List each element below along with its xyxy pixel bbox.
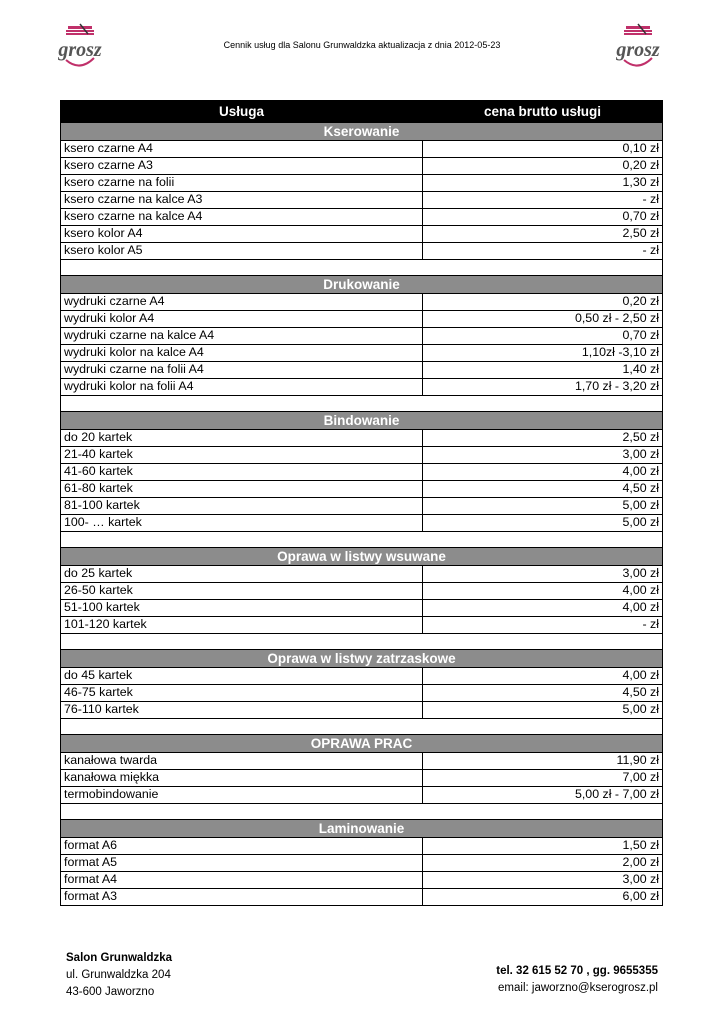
spacer-cell — [61, 719, 663, 735]
service-name: 100- … kartek — [61, 515, 423, 532]
table-row — [61, 226, 663, 243]
spacer-row — [61, 396, 663, 412]
section-title: Oprawa w listwy zatrzaskowe — [61, 650, 663, 668]
table-row — [61, 328, 663, 345]
service-name: wydruki czarne na folii A4 — [61, 362, 423, 379]
service-name: ksero czarne A4 — [61, 141, 423, 158]
service-price: 4,00 zł — [423, 464, 663, 481]
table-row — [61, 889, 663, 906]
service-price: 0,70 zł — [423, 209, 663, 226]
grosz-logo-right — [616, 22, 660, 72]
footer-contact — [496, 963, 658, 997]
table-row — [61, 311, 663, 328]
section-header-row — [61, 276, 663, 294]
logo-left-text: grosz — [58, 39, 102, 61]
service-name: wydruki kolor na kalce A4 — [61, 345, 423, 362]
service-price: 2,50 zł — [423, 226, 663, 243]
service-price: 1,70 zł - 3,20 zł — [423, 379, 663, 396]
section-header-row — [61, 650, 663, 668]
table-row — [61, 617, 663, 634]
table-row — [61, 345, 663, 362]
table-row — [61, 515, 663, 532]
section-title: Bindowanie — [61, 412, 663, 430]
service-price: 4,50 zł — [423, 481, 663, 498]
service-price: 7,00 zł — [423, 770, 663, 787]
service-name: kanałowa twarda — [61, 753, 423, 770]
service-name: ksero czarne na kalce A4 — [61, 209, 423, 226]
section-header-row — [61, 735, 663, 753]
service-name: termobindowanie — [61, 787, 423, 804]
service-price: 1,40 zł — [423, 362, 663, 379]
section-header-row — [61, 123, 663, 141]
service-price: - zł — [423, 617, 663, 634]
table-header-row — [61, 101, 663, 123]
service-price: 0,10 zł — [423, 141, 663, 158]
table-row — [61, 447, 663, 464]
service-name: do 45 kartek — [61, 668, 423, 685]
section-title: Drukowanie — [61, 276, 663, 294]
section-title: Laminowanie — [61, 820, 663, 838]
logo-right-text: grosz — [616, 39, 660, 61]
service-price: 3,00 zł — [423, 447, 663, 464]
footer-salon-name: Salon Grunwaldzka — [66, 952, 173, 964]
section-title: Kserowanie — [61, 123, 663, 141]
service-name: 51-100 kartek — [61, 600, 423, 617]
service-name: wydruki czarne A4 — [61, 294, 423, 311]
service-price: 4,00 zł — [423, 583, 663, 600]
table-row — [61, 753, 663, 770]
service-price: 5,00 zł - 7,00 zł — [423, 787, 663, 804]
service-name: 46-75 kartek — [61, 685, 423, 702]
service-name: format A4 — [61, 872, 423, 889]
service-price: 11,90 zł — [423, 753, 663, 770]
service-price: 4,50 zł — [423, 685, 663, 702]
service-price: 5,00 zł — [423, 702, 663, 719]
service-name: ksero kolor A5 — [61, 243, 423, 260]
spacer-cell — [61, 634, 663, 650]
service-price: 2,00 zł — [423, 855, 663, 872]
service-price: 0,20 zł — [423, 294, 663, 311]
service-price: 0,50 zł - 2,50 zł — [423, 311, 663, 328]
service-price: 5,00 zł — [423, 515, 663, 532]
price-list-body — [61, 123, 663, 906]
page-header-title: Cennik usług dla Salonu Grunwaldzka aktualizacja z dnia 2012-05-23 — [223, 40, 501, 50]
table-row — [61, 702, 663, 719]
service-price: 1,10zł -3,10 zł — [423, 345, 663, 362]
service-price: 6,00 zł — [423, 889, 663, 906]
grosz-logo-left — [58, 22, 102, 72]
service-price: 0,20 zł — [423, 158, 663, 175]
section-header-row — [61, 548, 663, 566]
spacer-cell — [61, 260, 663, 276]
service-name: 21-40 kartek — [61, 447, 423, 464]
spacer-row — [61, 532, 663, 548]
column-header-service: Usługa — [61, 101, 423, 123]
service-price: 5,00 zł — [423, 498, 663, 515]
service-price: 1,30 zł — [423, 175, 663, 192]
table-row — [61, 175, 663, 192]
spacer-row — [61, 634, 663, 650]
service-name: wydruki czarne na kalce A4 — [61, 328, 423, 345]
service-name: wydruki kolor A4 — [61, 311, 423, 328]
service-price: 4,00 zł — [423, 668, 663, 685]
service-price: 2,50 zł — [423, 430, 663, 447]
service-name: format A6 — [61, 838, 423, 855]
table-row — [61, 855, 663, 872]
price-list-table — [60, 100, 663, 906]
spacer-row — [61, 804, 663, 820]
service-name: 101-120 kartek — [61, 617, 423, 634]
table-row — [61, 294, 663, 311]
service-name: ksero kolor A4 — [61, 226, 423, 243]
spacer-cell — [61, 396, 663, 412]
spacer-cell — [61, 804, 663, 820]
service-name: ksero czarne na kalce A3 — [61, 192, 423, 209]
service-name: format A5 — [61, 855, 423, 872]
table-row — [61, 141, 663, 158]
table-row — [61, 209, 663, 226]
spacer-row — [61, 719, 663, 735]
section-title: OPRAWA PRAC — [61, 735, 663, 753]
footer-phone: tel. 32 615 52 70 , gg. 9655355 — [496, 965, 658, 977]
service-price: - zł — [423, 243, 663, 260]
footer-street: ul. Grunwaldzka 204 — [66, 969, 171, 981]
spacer-cell — [61, 532, 663, 548]
service-price: 4,00 zł — [423, 600, 663, 617]
service-price: 1,50 zł — [423, 838, 663, 855]
table-row — [61, 770, 663, 787]
table-row — [61, 362, 663, 379]
service-name: ksero czarne A3 — [61, 158, 423, 175]
table-row — [61, 838, 663, 855]
table-row — [61, 685, 663, 702]
service-name: 26-50 kartek — [61, 583, 423, 600]
table-row — [61, 600, 663, 617]
table-row — [61, 158, 663, 175]
table-row — [61, 498, 663, 515]
service-price: 3,00 zł — [423, 872, 663, 889]
footer-city: 43-600 Jaworzno — [66, 986, 155, 998]
service-name: 81-100 kartek — [61, 498, 423, 515]
footer-address — [66, 950, 172, 1001]
service-name: do 20 kartek — [61, 430, 423, 447]
spacer-row — [61, 260, 663, 276]
column-header-price: cena brutto usługi — [423, 101, 663, 123]
table-row — [61, 192, 663, 209]
service-price: 0,70 zł — [423, 328, 663, 345]
table-row — [61, 787, 663, 804]
service-name: kanałowa miękka — [61, 770, 423, 787]
service-name: format A3 — [61, 889, 423, 906]
service-name: 41-60 kartek — [61, 464, 423, 481]
footer-email: email: jaworzno@kserogrosz.pl — [498, 982, 658, 994]
table-row — [61, 668, 663, 685]
service-name: 61-80 kartek — [61, 481, 423, 498]
section-header-row — [61, 820, 663, 838]
table-row — [61, 566, 663, 583]
service-name: wydruki kolor na folii A4 — [61, 379, 423, 396]
service-name: ksero czarne na folii — [61, 175, 423, 192]
table-row — [61, 430, 663, 447]
section-title: Oprawa w listwy wsuwane — [61, 548, 663, 566]
table-row — [61, 583, 663, 600]
table-row — [61, 481, 663, 498]
service-price: - zł — [423, 192, 663, 209]
table-row — [61, 872, 663, 889]
service-name: 76-110 kartek — [61, 702, 423, 719]
service-name: do 25 kartek — [61, 566, 423, 583]
table-row — [61, 379, 663, 396]
service-price: 3,00 zł — [423, 566, 663, 583]
table-row — [61, 243, 663, 260]
section-header-row — [61, 412, 663, 430]
table-row — [61, 464, 663, 481]
